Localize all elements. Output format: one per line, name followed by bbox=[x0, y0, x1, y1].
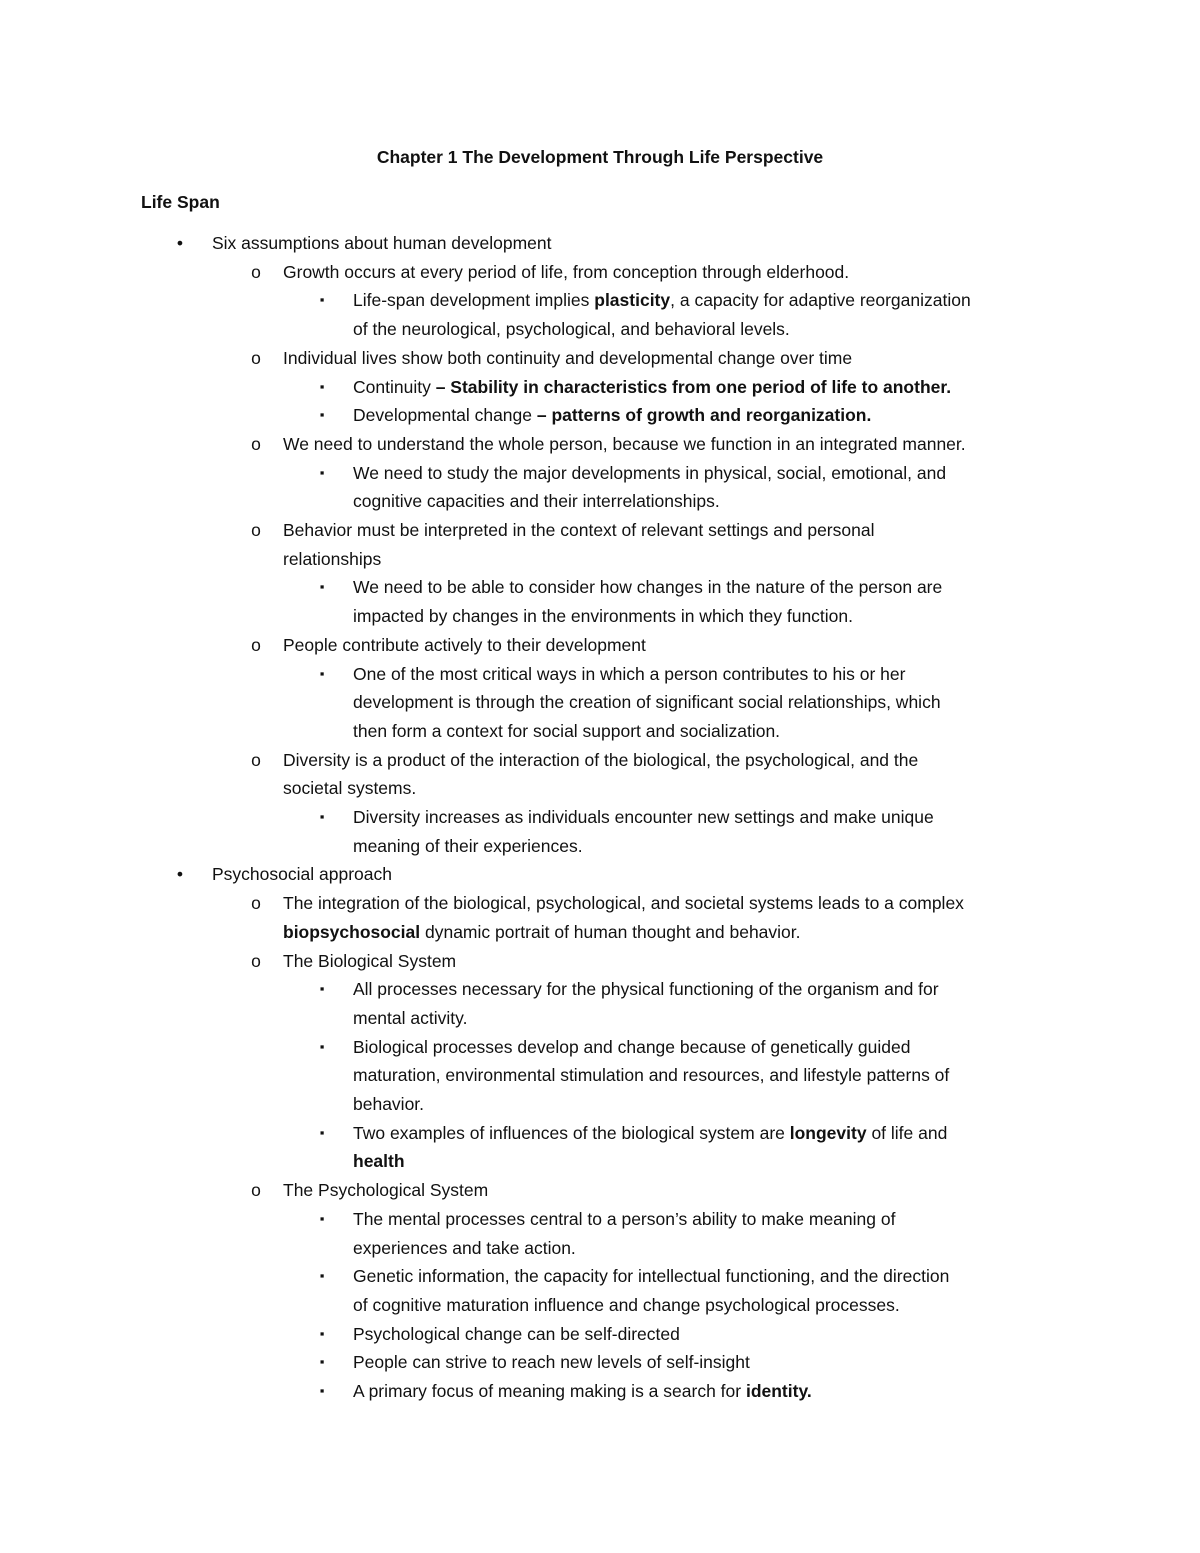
square-marker: ▪ bbox=[319, 407, 325, 423]
circle-marker: o bbox=[251, 950, 261, 971]
outline-line-level-2 bbox=[283, 261, 849, 283]
line-text: Behavior must be interpreted in the context of relevant settings and personal bbox=[283, 520, 875, 540]
outline-line-level-2 bbox=[283, 634, 646, 656]
line-text: A primary focus of meaning making is a search for bbox=[353, 1381, 746, 1401]
outline-line-level-3 bbox=[353, 1036, 910, 1058]
outline-line-level-2 bbox=[283, 950, 456, 972]
line-text: Individual lives show both continuity and developmental change over time bbox=[283, 347, 853, 368]
outline-line-level-3 bbox=[353, 1007, 467, 1029]
square-marker: ▪ bbox=[319, 1268, 325, 1284]
outline-line-level-3 bbox=[353, 806, 934, 828]
line-text: , a capacity for adaptive reorganization bbox=[670, 290, 971, 311]
bold-term: identity. bbox=[745, 1381, 812, 1401]
outline-line-level-3 bbox=[353, 663, 905, 685]
outline-line-level-2 bbox=[283, 892, 964, 914]
bold-term: health bbox=[353, 1151, 405, 1172]
square-marker: ▪ bbox=[319, 665, 325, 681]
outline-line-level-2 bbox=[283, 347, 852, 369]
outline-line-level-2 bbox=[283, 1179, 488, 1201]
line-text: then form a context for social support and socialization. bbox=[353, 720, 781, 741]
circle-marker: o bbox=[251, 634, 261, 655]
outline-line-level-3 bbox=[353, 1122, 947, 1144]
line-text: experiences and take action. bbox=[353, 1237, 576, 1258]
bullet-marker: • bbox=[176, 233, 184, 253]
outline-line-level-3 bbox=[353, 1208, 895, 1230]
outline-line-level-3 bbox=[353, 1380, 812, 1402]
square-marker: ▪ bbox=[319, 1354, 325, 1370]
bold-term: plasticity bbox=[594, 290, 671, 311]
line-text: Continuity bbox=[353, 376, 431, 397]
line-text: People can strive to reach new levels of self-insight bbox=[353, 1352, 750, 1373]
outline-line-level-1 bbox=[212, 232, 552, 254]
line-text: behavior. bbox=[353, 1094, 425, 1114]
line-text: of cognitive maturation influence and change psychological processes. bbox=[353, 1294, 900, 1315]
outline-line-level-2 bbox=[283, 433, 966, 455]
line-text: Biological processes develop and change because of genetically guided bbox=[353, 1036, 911, 1057]
outline-line-level-3 bbox=[353, 376, 951, 398]
bold-term: – patterns of growth and reorganization. bbox=[532, 405, 872, 426]
circle-marker: o bbox=[251, 520, 261, 540]
line-text: Developmental change bbox=[353, 405, 533, 426]
line-text: The Psychological System bbox=[283, 1180, 489, 1201]
bold-term: – Stability in characteristics from one period of life to another. bbox=[430, 376, 952, 397]
outline-line-level-3 bbox=[353, 289, 971, 311]
bold-term: biopsychosocial bbox=[283, 921, 421, 942]
circle-marker: o bbox=[251, 749, 261, 770]
outline-line-level-3 bbox=[353, 462, 946, 484]
outline-line-level-1 bbox=[212, 863, 392, 885]
line-text: Two examples of influences of the biological system are bbox=[353, 1122, 790, 1143]
section-heading: Life Span bbox=[141, 192, 220, 212]
outline-line-level-3 bbox=[353, 404, 871, 426]
line-text: mental activity. bbox=[353, 1007, 468, 1028]
line-text: We need to study the major developments in physical, social, emotional, and bbox=[353, 462, 947, 483]
line-text: Genetic information, the capacity for intellectual functioning, and the direction bbox=[353, 1266, 950, 1287]
line-text: Diversity increases as individuals encounter new settings and make unique bbox=[353, 807, 934, 827]
outline-line-level-3 bbox=[353, 1351, 750, 1373]
chapter-title: Chapter 1 The Development Through Life Perspective bbox=[376, 147, 824, 167]
outline-line-level-3 bbox=[353, 490, 720, 512]
square-marker: ▪ bbox=[319, 1038, 325, 1054]
line-text: relationships bbox=[283, 548, 382, 569]
outline-line-level-3 bbox=[353, 835, 583, 857]
line-text: meaning of their experiences. bbox=[353, 835, 583, 856]
square-marker: ▪ bbox=[319, 1325, 325, 1341]
outline-line-level-3 bbox=[353, 720, 780, 742]
line-text: of life and bbox=[866, 1122, 948, 1143]
outline-line-level-2 bbox=[283, 921, 801, 943]
outline-line-level-3 bbox=[353, 1150, 405, 1172]
line-text: Diversity is a product of the interaction of the biological, the psychological, and the bbox=[283, 749, 919, 770]
circle-marker: o bbox=[251, 893, 261, 914]
outline-line-level-2 bbox=[283, 777, 416, 799]
line-text: People contribute actively to their development bbox=[283, 634, 646, 655]
line-text: Six assumptions about human development bbox=[212, 233, 552, 253]
line-text: of the neurological, psychological, and behavioral levels. bbox=[353, 319, 790, 340]
outline-line-level-3 bbox=[353, 605, 853, 627]
outline-line-level-3 bbox=[353, 1294, 900, 1316]
outline-line-level-2 bbox=[283, 749, 918, 771]
outline-line-level-3 bbox=[353, 1265, 949, 1287]
outline-line-level-3 bbox=[353, 1323, 680, 1345]
line-text: We need to understand the whole person, because we function in an integrated manner. bbox=[283, 433, 966, 454]
line-text: cognitive capacities and their interrelationships. bbox=[353, 491, 720, 512]
line-text: One of the most critical ways in which a person contributes to his or her bbox=[353, 663, 906, 684]
line-text: dynamic portrait of human thought and behavior. bbox=[420, 921, 801, 942]
line-text: Growth occurs at every period of life, from conception through elderhood. bbox=[283, 261, 850, 282]
line-text: The integration of the biological, psychological, and societal systems leads to a complex bbox=[283, 893, 964, 914]
circle-marker: o bbox=[251, 347, 261, 368]
outline-line-level-3 bbox=[353, 691, 941, 713]
line-text: Psychosocial approach bbox=[212, 864, 392, 885]
square-marker: ▪ bbox=[319, 1124, 325, 1140]
circle-marker: o bbox=[251, 433, 261, 454]
line-text: development is through the creation of significant social relationships, which bbox=[353, 692, 941, 713]
square-marker: ▪ bbox=[319, 292, 325, 308]
outline-line-level-2 bbox=[283, 548, 381, 570]
bullet-marker: • bbox=[176, 864, 184, 885]
bold-term: longevity bbox=[789, 1122, 867, 1143]
line-text: We need to be able to consider how changes in the nature of the person are bbox=[353, 577, 943, 598]
outline-line-level-3 bbox=[353, 978, 939, 1000]
line-text: Life-span development implies bbox=[353, 290, 595, 311]
outline-line-level-3 bbox=[353, 576, 942, 598]
line-text: All processes necessary for the physical functioning of the organism and for bbox=[353, 979, 939, 1000]
square-marker: ▪ bbox=[319, 579, 325, 595]
outline-line-level-2 bbox=[283, 519, 874, 541]
square-marker: ▪ bbox=[319, 378, 325, 394]
outline-line-level-3 bbox=[353, 1237, 576, 1259]
outline-line-level-3 bbox=[353, 1093, 424, 1115]
line-text: Psychological change can be self-directed bbox=[353, 1323, 680, 1344]
square-marker: ▪ bbox=[319, 1210, 325, 1226]
square-marker: ▪ bbox=[319, 981, 325, 997]
outline-line-level-3 bbox=[353, 1064, 949, 1086]
square-marker: ▪ bbox=[319, 464, 325, 480]
line-text: impacted by changes in the environments in which they function. bbox=[353, 606, 854, 627]
square-marker: ▪ bbox=[319, 809, 325, 824]
line-text: The Biological System bbox=[283, 950, 457, 971]
line-text: The mental processes central to a person’s ability to make meaning of bbox=[353, 1208, 896, 1229]
circle-marker: o bbox=[251, 1180, 261, 1201]
outline-line-level-3 bbox=[353, 318, 790, 340]
line-text: maturation, environmental stimulation and resources, and lifestyle patterns of bbox=[353, 1065, 950, 1086]
square-marker: ▪ bbox=[319, 1383, 325, 1398]
circle-marker: o bbox=[251, 261, 261, 282]
line-text: societal systems. bbox=[283, 778, 417, 799]
